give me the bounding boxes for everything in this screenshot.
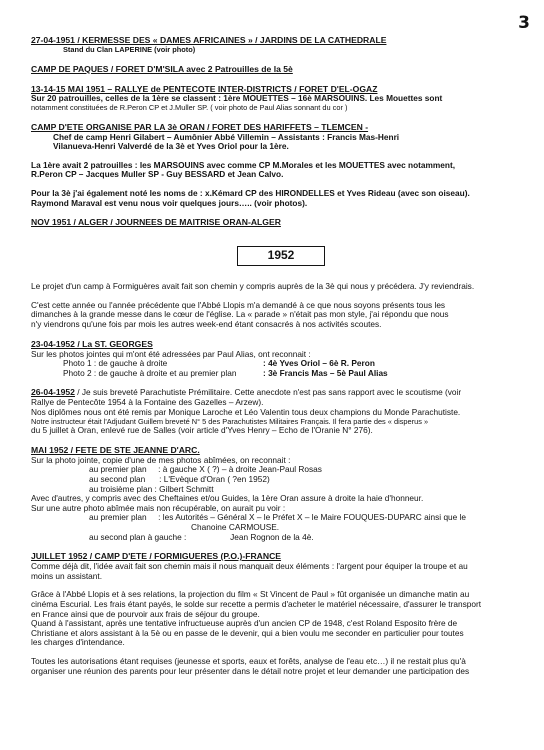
photo-label: Photo 1 : de gauche à droite bbox=[63, 358, 168, 369]
photo-value: : 4è Yves Oriol – 6è R. Peron bbox=[263, 358, 375, 369]
text-line: Sur une autre photo abîmée mais non récupérable, on aurait pu voir : bbox=[31, 502, 286, 513]
page-number: 3 bbox=[518, 13, 530, 33]
text-line: Pour la 3è j'ai également noté les noms de : x.Kémard CP des HIRONDELLES et Yves Rideau (avec son oiseau). bbox=[31, 188, 470, 199]
section-heading: JUILLET 1952 / CAMP D'ETE / FORMIGUERES (P.O.)-FRANCE bbox=[31, 551, 282, 562]
text-line: au second plan à gauche : Jean Rognon de la 4è. bbox=[89, 531, 314, 542]
photo-value: : 3è Francis Mas – 5è Paul Alias bbox=[263, 367, 388, 378]
text-line: organiser une réunion des parents pour leur présenter dans le détail notre projet et leur demander une participation des bbox=[31, 666, 470, 676]
text-line: moins un assistant. bbox=[31, 570, 103, 581]
text-line: Nos diplômes nous ont été remis par Monique Laroche et Léo Valentin tous deux champions du Monde Parachutiste. bbox=[31, 406, 461, 417]
text-line: La 1ère avait 2 patrouilles : les MARSOUINS avec comme CP M.Morales et les MOUETTES avec notamment, bbox=[31, 159, 456, 170]
text-line: au troisième plan : Gilbert Schmitt bbox=[89, 483, 214, 494]
text-line: Christiane et alors assistant à la 5è ou en passe de le devenir, qui a bien voulu me seconder en particulier pour toutes bbox=[31, 627, 464, 638]
text-line: au premier plan : les Autorités – Général X – le Préfet X – le Maire FOUQUES-DUPARC ainsi que le bbox=[89, 512, 467, 523]
text-line: cinéma Escurial. Les frais étant payés, le solde sur recette a permis d'acheter le matériel nécessaire, d'assurer le transport bbox=[31, 599, 482, 610]
text-line: Sur 20 patrouilles, celles de la 1ère se classent : 1ère MOUETTES – 16è MARSOUINS. Les Mouettes sont bbox=[31, 93, 443, 104]
section-formigueres bbox=[31, 552, 531, 676]
section-heading: CAMP D'ETE ORGANISE PAR LA 3è ORAN / FORET DES HARIFFETS – TLEMCEN - bbox=[31, 121, 369, 132]
section-rallye bbox=[31, 85, 531, 113]
text-line: au premier plan : à gauche X ( ?) – à droite Jean-Paul Rosas bbox=[89, 464, 322, 475]
text-line: Grâce à l'Abbé Llopis et à ses relations, la projection du film « St Vincent de Paul » fût organisée un dimanche matin au bbox=[31, 589, 470, 600]
text-line: Comme déjà dit, l'idée avait fait son chemin mais il nous manquait deux éléments : l'argent pour équiper la troupe et au bbox=[31, 561, 468, 572]
text-line: Raymond Maraval est venu nous voir quelques jours….. (voir photos). bbox=[31, 197, 308, 208]
text-line: Stand du Clan LAPERINE (voir photo) bbox=[63, 44, 196, 54]
section-jeanne-arc bbox=[31, 446, 531, 542]
section-brevet bbox=[31, 388, 531, 435]
section-kermesse bbox=[31, 36, 531, 55]
year-heading: 1952 bbox=[237, 246, 325, 266]
section-heading: MAI 1952 / FETE DE STE JEANNE D'ARC. bbox=[31, 444, 200, 455]
document-body bbox=[31, 36, 531, 687]
text-line: Chef de camp Henri Gilabert – Aumônier Abbé Villemin – Assistants : Francis Mas-Henri bbox=[53, 131, 400, 142]
text-line: Vilanueva-Henri Valverdé de la 3è et Yves Oriol pour la 1ère. bbox=[53, 141, 289, 152]
section-intro-1952 bbox=[31, 282, 531, 329]
text-line: les charges d'intendance. bbox=[31, 637, 125, 648]
text-line: notamment constituées de R.Peron CP et J.Muller SP. ( voir photo de Paul Alias sonnant du cor ) bbox=[31, 103, 348, 113]
text-line: Sur les photos jointes qui m'ont été adressées par Paul Alias, ont reconnait : bbox=[31, 348, 311, 359]
section-heading: 13-14-15 MAI 1951 – RALLYE de PENTECOTE INTER-DISTRICTS / FORET D'EL-OGAZ bbox=[31, 83, 378, 94]
section-camp-ete-3e bbox=[31, 123, 531, 209]
text-line: au second plan : L'Evèque d'Oran ( ?en 1952) bbox=[89, 473, 270, 484]
section-heading: 26-04-1952 bbox=[31, 387, 75, 398]
section-paques bbox=[31, 65, 531, 75]
section-st-georges bbox=[31, 340, 531, 379]
section-heading: CAMP DE PAQUES / FORET D'M'SILA avec 2 Patrouilles de la 5è bbox=[31, 63, 293, 74]
section-nov-1951 bbox=[31, 218, 531, 228]
text-line: Toutes les autorisations étant requises (jeunesse et sports, eaux et forêts, analyse de l'eau etc…) il ne restait plus qu'à bbox=[31, 656, 466, 667]
section-heading: 27-04-1951 / KERMESSE DES « DAMES AFRICAINES » / JARDINS DE LA CATHEDRALE bbox=[31, 35, 387, 45]
text-line: du 5 juillet à Oran, enlevé rue de Salles (voir article d'Yves Henry – Echo de l'Oranie N° 276). bbox=[31, 425, 373, 436]
section-heading: 23-04-1952 / La ST. GEORGES bbox=[31, 338, 153, 349]
section-heading: NOV 1951 / ALGER / JOURNEES DE MAITRISE ORAN-ALGER bbox=[31, 217, 281, 228]
text-span: / Je suis breveté Parachutiste Prémilitaire. Cette anecdote n'est pas sans rapport avec le scoutisme (voir bbox=[74, 387, 462, 398]
text-line: dimanches à la grande messe dans le cœur de l'église. La « parade » n'était pas mon style, j'ai répondu que nous bbox=[31, 309, 449, 320]
text-line: R.Peron CP – Jacques Muller SP - Guy BESSARD et Jean Calvo. bbox=[31, 169, 284, 180]
text-line: Avec d'autres, y compris avec des Cheftaines et/ou Guides, la 1ère Oran assure à droite la haie d'honneur. bbox=[31, 493, 424, 504]
text-line: Quand à l'assistant, après une tentative infructueuse auprès d'un ancien CP de 1948, c'est Roland Esposito frère de bbox=[31, 618, 458, 629]
text-line: en France ainsi que de pourvoir aux frais de séjour du groupe. bbox=[31, 608, 260, 619]
text-line: Rallye de Pentecôte 1954 à la Fontaine des Gazelles – Arzew). bbox=[31, 397, 264, 408]
text-line: Chanoine CARMOUSE. bbox=[191, 522, 280, 533]
text-line: Sur la photo jointe, copie d'une de mes photos abîmées, on reconnait : bbox=[31, 454, 291, 465]
photo-label: Photo 2 : de gauche à droite et au premier plan bbox=[63, 367, 237, 378]
text-line: n'y viendrons qu'une fois par mois les autres week-end étant consacrés à nos activités scoutes. bbox=[31, 319, 382, 329]
photo-caption-row bbox=[31, 369, 531, 379]
text-line: Le projet d'un camp à Formiguères avait fait son chemin y compris auprès de la 3è qui nous y précédera. J'y reviendrais. bbox=[31, 281, 475, 292]
text-line: Notre instructeur était l'Adjudant Guillem breveté N° 5 des Parachutistes Militaires Français. Il fera partie des « disperus » bbox=[31, 416, 429, 426]
text-line: C'est cette année ou l'année précédente que l'Abbé Llopis m'a demandé à ce que nous soyons présents tous les bbox=[31, 299, 446, 310]
